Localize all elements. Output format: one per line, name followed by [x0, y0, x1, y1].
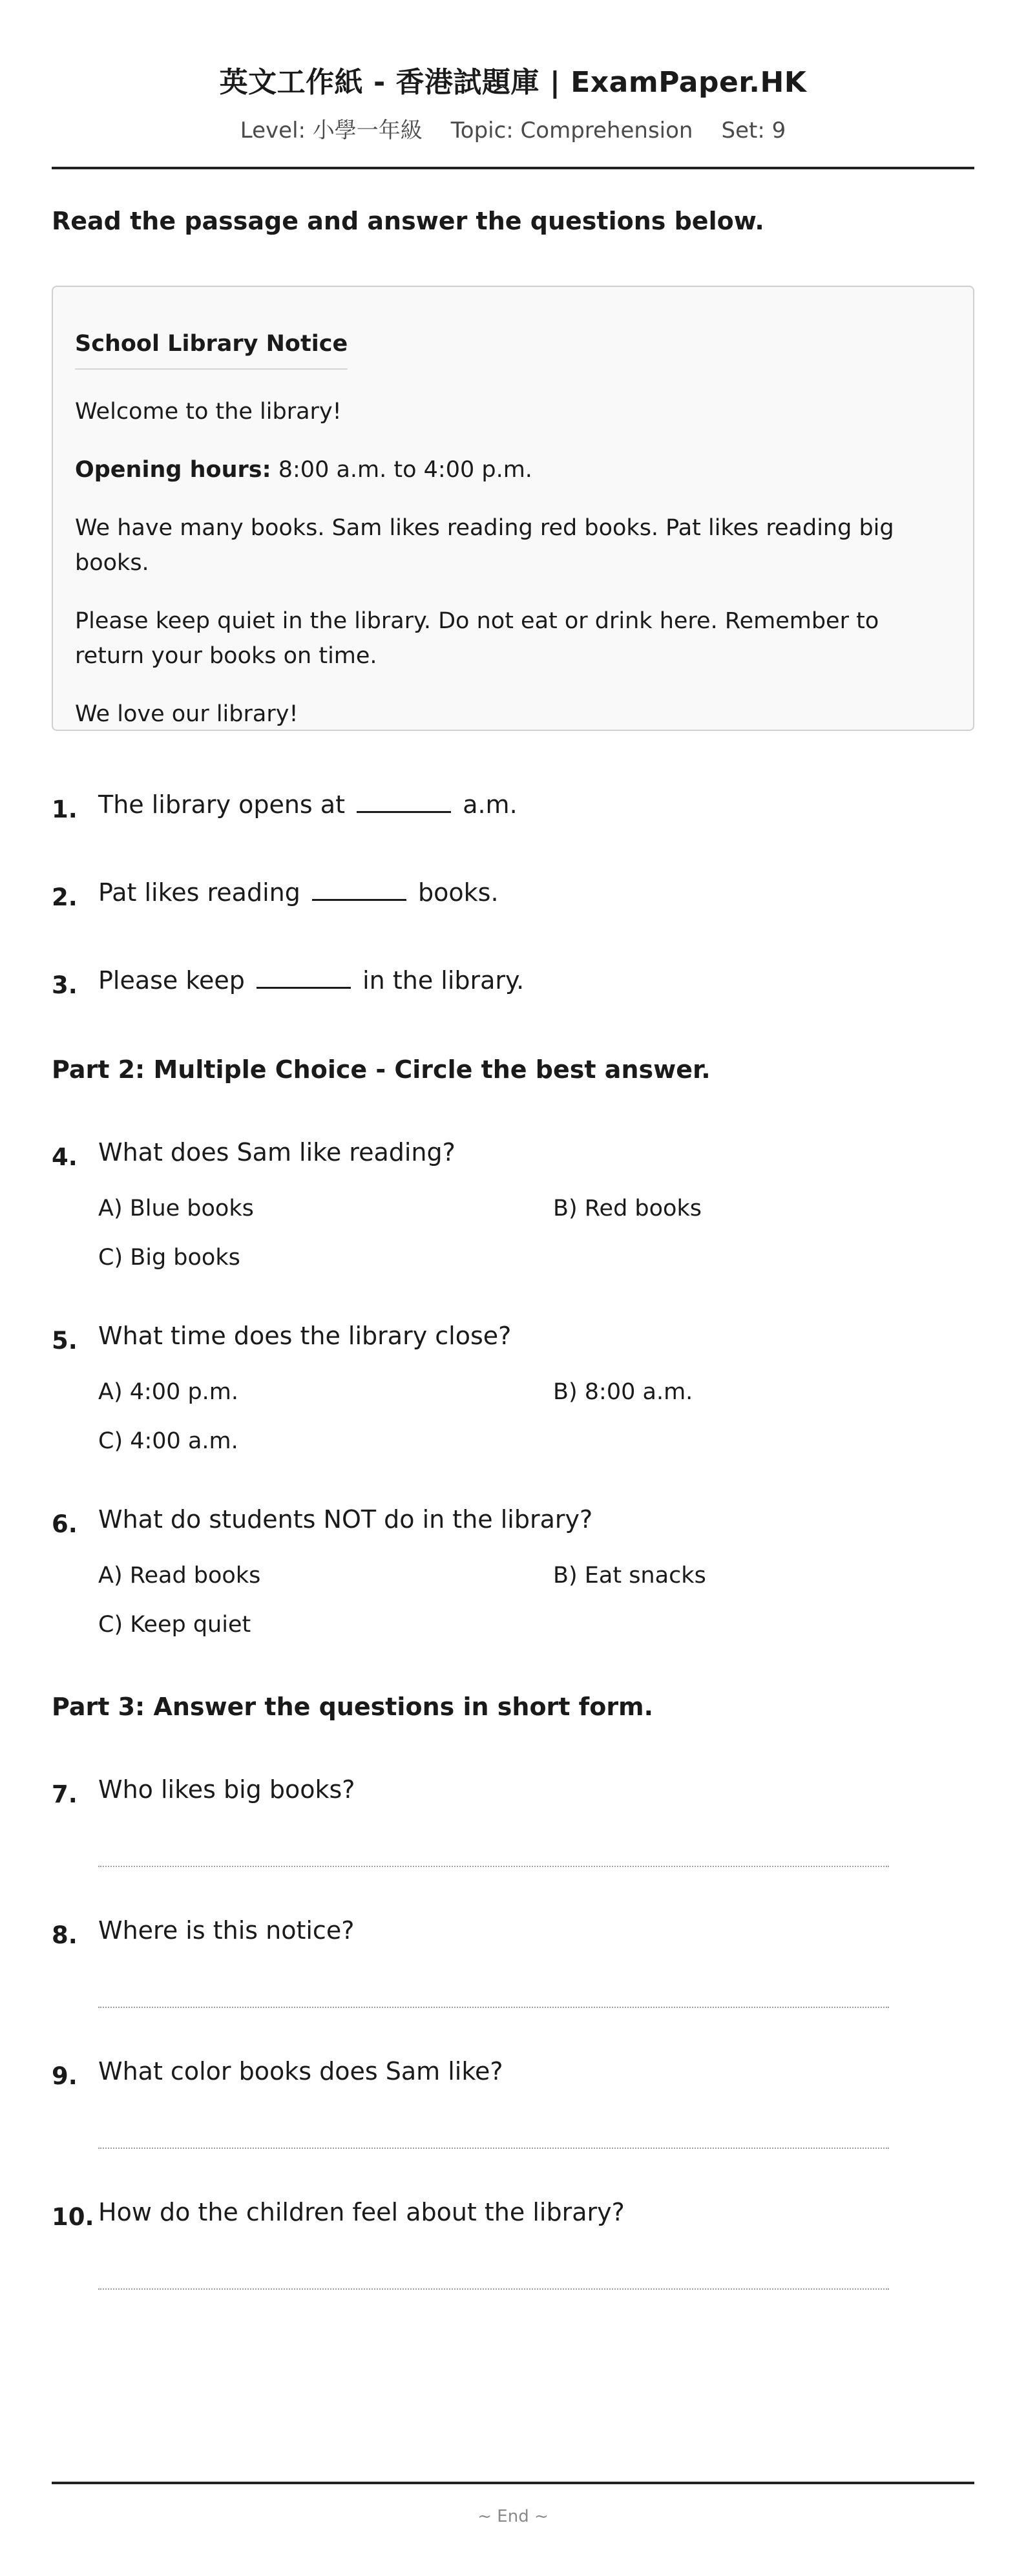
question-text: What do students NOT do in the library?	[98, 1505, 593, 1534]
level-label: Level: 小學一年級	[240, 118, 423, 143]
question-number: 2.	[52, 883, 78, 911]
question-text-after: books.	[418, 878, 499, 907]
question-text	[98, 874, 974, 911]
question-text	[98, 962, 974, 998]
footer-divider	[52, 2482, 974, 2484]
option-b[interactable]: B) 8:00 a.m.	[553, 1379, 693, 1405]
question-body	[98, 1501, 974, 1641]
option-a[interactable]: A) Blue books	[98, 1196, 254, 1221]
option-list	[98, 1376, 974, 1457]
option-list	[98, 1192, 974, 1274]
passage-hours	[75, 452, 951, 487]
question-9	[52, 2053, 974, 2149]
question-number: 8.	[52, 1921, 78, 1949]
question-8	[52, 1912, 974, 2008]
question-number: 6.	[52, 1510, 78, 1538]
answer-blank[interactable]	[357, 788, 451, 813]
question-text: Where is this notice?	[98, 1916, 355, 1945]
option-list	[98, 1559, 974, 1641]
question-text: What does Sam like reading?	[98, 1138, 455, 1167]
question-number: 5.	[52, 1327, 78, 1355]
option-a[interactable]: A) Read books	[98, 1563, 261, 1589]
question-7	[52, 1771, 974, 1867]
answer-blank[interactable]	[256, 964, 351, 989]
passage-instructions: Read the passage and answer the questions below.	[52, 207, 764, 235]
question-number: 9.	[52, 2062, 78, 2090]
question-body	[98, 1912, 974, 2008]
question-text-after: a.m.	[463, 790, 518, 819]
hours-value: 8:00 a.m. to 4:00 p.m.	[278, 457, 532, 483]
question-body	[98, 1134, 974, 1274]
option-c[interactable]: C) Big books	[98, 1245, 240, 1271]
answer-line[interactable]	[98, 2089, 889, 2149]
question-2	[52, 874, 974, 916]
question-body	[98, 2053, 974, 2149]
option-b[interactable]: B) Red books	[553, 1196, 702, 1221]
question-text-before: The library opens at	[98, 790, 345, 819]
question-number: 10.	[52, 2203, 94, 2231]
question-body	[98, 1771, 974, 1867]
fill-in-questions	[52, 787, 974, 1004]
set-label: Set: 9	[721, 118, 786, 143]
question-body	[98, 1318, 974, 1457]
passage-rules: Please keep quiet in the library. Do not eat or drink here. Remember to return your books on time.	[75, 608, 879, 669]
option-a[interactable]: A) 4:00 p.m.	[98, 1379, 239, 1405]
question-10	[52, 2194, 974, 2290]
question-3	[52, 962, 974, 1004]
question-4	[52, 1134, 974, 1274]
answer-blank[interactable]	[312, 876, 406, 901]
question-text-before: Please keep	[98, 966, 245, 995]
hours-label: Opening hours:	[75, 457, 271, 483]
question-text	[98, 787, 974, 823]
question-text-after: in the library.	[362, 966, 525, 995]
question-text: Who likes big books?	[98, 1775, 355, 1804]
question-text-before: Pat likes reading	[98, 878, 300, 907]
question-number: 3.	[52, 971, 78, 999]
question-5	[52, 1318, 974, 1457]
question-number: 7.	[52, 1780, 78, 1808]
passage-title: School Library Notice	[75, 328, 348, 370]
passage-welcome: Welcome to the library!	[75, 399, 342, 425]
passage-books: We have many books. Sam likes reading red books. Pat likes reading big books.	[75, 515, 894, 576]
question-1	[52, 787, 974, 828]
question-6	[52, 1501, 974, 1641]
question-text: How do the children feel about the library?	[98, 2198, 625, 2226]
option-b[interactable]: B) Eat snacks	[553, 1563, 706, 1589]
answer-line[interactable]	[98, 1808, 889, 1867]
topic-label: Topic: Comprehension	[450, 118, 693, 143]
passage-love: We love our library!	[75, 701, 298, 727]
question-text: What time does the library close?	[98, 1322, 512, 1350]
header-divider	[52, 167, 974, 169]
option-c[interactable]: C) 4:00 a.m.	[98, 1428, 238, 1454]
question-number: 4.	[52, 1143, 78, 1171]
worksheet-header	[52, 0, 974, 147]
answer-line[interactable]	[98, 1948, 889, 2008]
worksheet-meta	[52, 114, 974, 147]
end-marker: ~ End ~	[477, 2507, 549, 2526]
question-text: What color books does Sam like?	[98, 2057, 503, 2085]
answer-line[interactable]	[98, 2230, 889, 2290]
question-body	[98, 2194, 974, 2290]
part3-heading: Part 3: Answer the questions in short form.	[52, 1693, 654, 1721]
part2-heading: Part 2: Multiple Choice - Circle the best answer.	[52, 1055, 711, 1084]
worksheet-title: 英文工作紙 - 香港試題庫 | ExamPaper.HK	[219, 66, 807, 99]
option-c[interactable]: C) Keep quiet	[98, 1612, 251, 1638]
question-number: 1.	[52, 796, 78, 823]
passage-box	[52, 286, 974, 731]
